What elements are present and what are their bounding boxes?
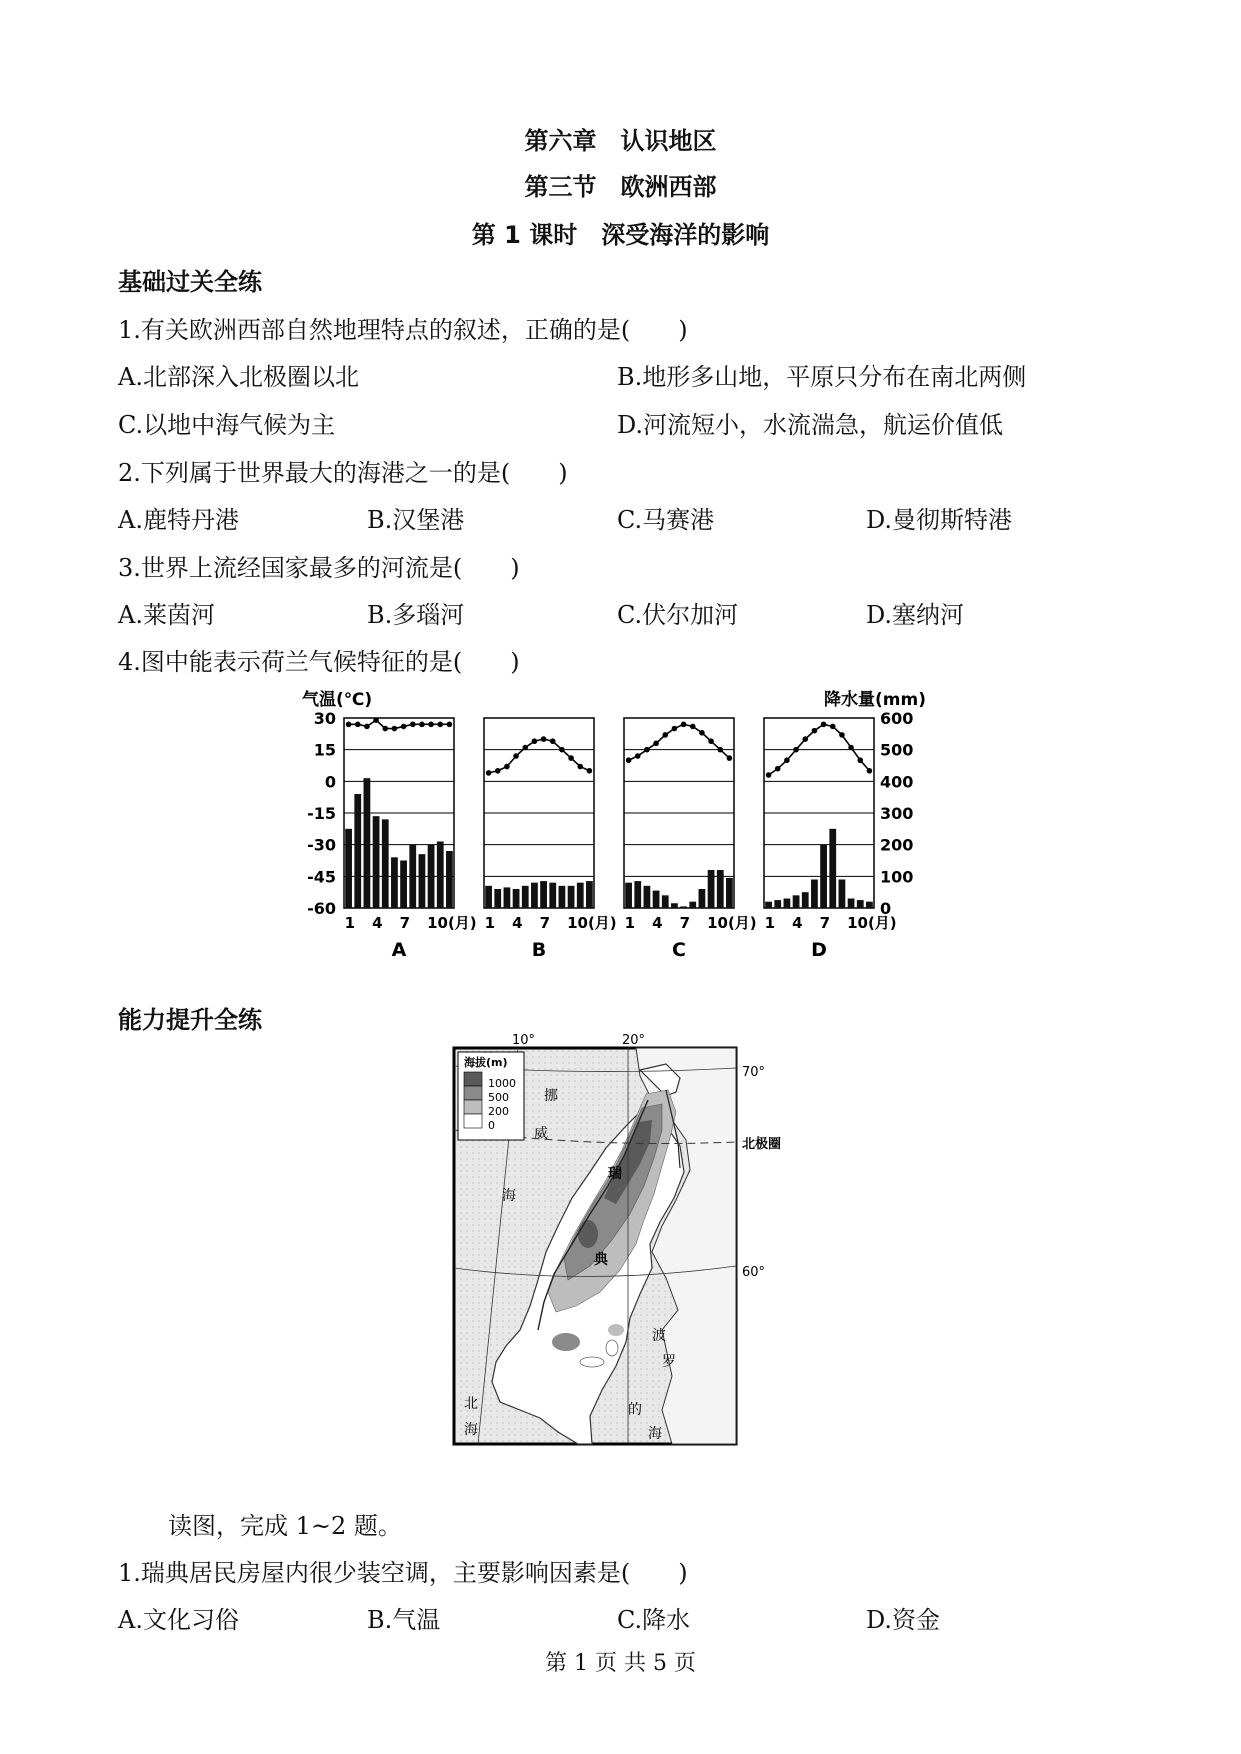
- precipitation-bar: [354, 794, 361, 908]
- precipitation-tick-label: 600: [880, 709, 914, 728]
- climate-panel-c: [624, 718, 757, 958]
- temperature-point: [364, 724, 370, 730]
- question-2-option-a[interactable]: A.鹿特丹港: [118, 506, 239, 534]
- precipitation-tick-label: 200: [880, 835, 914, 855]
- month-tick-label: 1: [764, 914, 776, 932]
- lon-label-10: 10°: [512, 1033, 536, 1048]
- lon-label-20: 20°: [622, 1033, 646, 1048]
- place-label: 威: [534, 1126, 548, 1142]
- panel-label: A: [391, 939, 407, 958]
- place-label: 波: [652, 1328, 666, 1344]
- temperature-point: [672, 726, 678, 732]
- question-1-option-a[interactable]: A.北部深入北极圈以北: [118, 363, 359, 391]
- temperature-point: [812, 728, 818, 734]
- scandinavia-map: [440, 1030, 810, 1460]
- temperature-point: [662, 732, 668, 738]
- section-title: 第三节 欧洲西部: [524, 173, 717, 201]
- precipitation-bar: [382, 819, 389, 908]
- temperature-point: [653, 741, 659, 747]
- temperature-point: [802, 736, 808, 742]
- temperature-point: [690, 724, 696, 730]
- month-tick-label: 7: [539, 914, 551, 932]
- precipitation-bar: [391, 857, 398, 908]
- precipitation-bar: [540, 881, 547, 908]
- part2-question-1-option-b[interactable]: B.气温: [367, 1606, 441, 1634]
- temperature-point: [587, 768, 593, 774]
- place-label: 典: [594, 1252, 608, 1268]
- precipitation-bar: [802, 892, 809, 908]
- precipitation-bar: [549, 883, 556, 908]
- lat-label-70: 70°: [742, 1065, 766, 1080]
- temperature-tick-label: 30: [313, 709, 336, 728]
- month-tick-label: 1: [624, 914, 636, 932]
- temperature-point: [513, 753, 519, 759]
- temperature-point: [410, 722, 416, 728]
- temperature-tick-label: -45: [307, 867, 336, 887]
- precipitation-bar: [522, 886, 529, 908]
- precipitation-bar: [857, 900, 864, 908]
- map-legend: [458, 1052, 524, 1140]
- precipitation-bar: [717, 870, 724, 908]
- temperature-point: [867, 768, 873, 774]
- place-label: 北: [464, 1396, 478, 1412]
- precipitation-bar: [820, 845, 827, 908]
- temperature-point: [848, 745, 854, 751]
- precipitation-bar: [848, 899, 855, 909]
- page-footer: 第 1 页 共 5 页: [545, 1651, 696, 1676]
- part2-heading: 能力提升全练: [118, 1006, 262, 1034]
- temperature-tick-label: -60: [307, 899, 336, 918]
- part2-question-1-option-a[interactable]: A.文化习俗: [118, 1606, 239, 1634]
- precipitation-bar: [373, 816, 380, 908]
- month-tick-label: 4: [792, 914, 803, 932]
- legend-item: 1000: [488, 1077, 516, 1090]
- temperature-axis-label: 气温(℃): [302, 690, 373, 710]
- precipitation-bar: [765, 902, 772, 908]
- map-intro: 读图，完成 1~2 题。: [168, 1512, 402, 1540]
- temperature-point: [373, 717, 379, 723]
- precipitation-bar: [364, 778, 371, 908]
- precipitation-bar: [531, 883, 538, 908]
- place-label: 海: [464, 1422, 478, 1438]
- question-1-option-c[interactable]: C.以地中海气候为主: [118, 411, 336, 439]
- precipitation-tick-label: 500: [880, 740, 914, 760]
- temperature-tick-label: -15: [307, 804, 336, 823]
- temperature-point: [447, 722, 453, 728]
- precipitation-bar: [625, 883, 632, 908]
- lake: [580, 1357, 604, 1367]
- elevation-patch: [608, 1324, 624, 1336]
- precipitation-tick-label: 100: [880, 867, 914, 887]
- precipitation-bar: [726, 878, 733, 908]
- legend-title: 海拔(m): [464, 1056, 508, 1069]
- temperature-point: [550, 738, 556, 744]
- month-tick-label: 7: [399, 914, 411, 932]
- arctic-circle-label: 北极圈: [742, 1137, 782, 1152]
- legend-item: 200: [488, 1105, 509, 1118]
- question-1-option-d[interactable]: D.河流短小，水流湍急，航运价值低: [617, 411, 1004, 439]
- temperature-point: [568, 755, 574, 761]
- precipitation-bar: [419, 854, 426, 908]
- panel-label: D: [811, 939, 827, 958]
- temperature-point: [699, 730, 705, 736]
- precipitation-bar: [568, 886, 575, 908]
- precipitation-bar: [400, 861, 407, 909]
- precipitation-tick-label: 0: [880, 899, 892, 918]
- question-3-option-c[interactable]: C.伏尔加河: [617, 601, 739, 629]
- temperature-point: [486, 770, 492, 776]
- temperature-point: [541, 736, 547, 742]
- temperature-tick-label: 15: [313, 740, 336, 760]
- place-label: 海: [502, 1188, 516, 1204]
- precipitation-bar: [634, 881, 641, 908]
- question-4-stem: 4.图中能表示荷兰气候特征的是( ): [118, 648, 520, 676]
- temperature-point: [839, 732, 845, 738]
- temperature-point: [681, 722, 687, 728]
- temperature-point: [857, 757, 863, 763]
- elevation-patch: [552, 1333, 580, 1351]
- temperature-point: [522, 745, 528, 751]
- precipitation-bar: [699, 889, 706, 908]
- precipitation-bar: [866, 902, 873, 908]
- place-label: 罗: [662, 1354, 676, 1370]
- temperature-point: [766, 772, 772, 778]
- precipitation-bar: [446, 851, 453, 908]
- precipitation-bar: [811, 880, 818, 909]
- temperature-point: [437, 722, 443, 728]
- panel-label: C: [672, 939, 686, 958]
- temperature-point: [392, 726, 398, 732]
- month-tick-label: 10(月): [427, 914, 477, 932]
- temperature-point: [644, 747, 650, 753]
- temperature-point: [717, 747, 723, 753]
- month-tick-label: 10(月): [847, 914, 897, 932]
- month-tick-label: 7: [679, 914, 691, 932]
- climate-panel-d: [764, 718, 897, 958]
- month-tick-label: 7: [819, 914, 831, 932]
- precipitation-bar: [653, 891, 660, 908]
- climate-panel-b: [484, 718, 617, 958]
- legend-item: 0: [488, 1119, 495, 1132]
- precipitation-bar: [428, 845, 435, 908]
- precipitation-bar: [409, 845, 416, 908]
- precipitation-bar: [513, 889, 520, 908]
- precipitation-bar: [829, 829, 836, 908]
- temperature-point: [382, 726, 388, 732]
- elevation-patch: [578, 1220, 598, 1248]
- temperature-point: [635, 753, 641, 759]
- precipitation-bar: [437, 842, 444, 909]
- question-1-stem: 1.有关欧洲西部自然地理特点的叙述，正确的是( ): [118, 316, 688, 344]
- temperature-point: [821, 722, 827, 728]
- question-2-stem: 2.下列属于世界最大的海港之一的是( ): [118, 459, 568, 487]
- temperature-point: [775, 766, 781, 772]
- month-tick-label: 10(月): [567, 914, 617, 932]
- precipitation-bar: [504, 887, 511, 908]
- temperature-tick-label: 0: [324, 772, 336, 792]
- place-label: 挪: [544, 1088, 558, 1104]
- month-tick-label: 1: [344, 914, 356, 932]
- temperature-point: [577, 764, 583, 770]
- lat-label-60: 60°: [742, 1265, 766, 1280]
- chapter-title: 第六章 认识地区: [524, 127, 717, 155]
- precipitation-bar: [671, 903, 678, 908]
- month-tick-label: 1: [484, 914, 496, 932]
- question-3-stem: 3.世界上流经国家最多的河流是( ): [118, 554, 520, 582]
- place-label: 瑞: [608, 1166, 622, 1182]
- precipitation-bar: [559, 886, 566, 908]
- part1-heading: 基础过关全练: [118, 268, 262, 296]
- part2-question-1-option-c[interactable]: C.降水: [617, 1606, 691, 1634]
- precipitation-tick-label: 300: [880, 804, 914, 823]
- temperature-point: [532, 738, 538, 744]
- precipitation-bar: [689, 902, 696, 908]
- question-3-option-d[interactable]: D.塞纳河: [866, 601, 965, 629]
- temperature-point: [559, 747, 565, 753]
- precipitation-bar: [577, 883, 584, 908]
- precipitation-bar: [662, 895, 669, 908]
- temperature-point: [784, 757, 790, 763]
- temperature-tick-label: -30: [307, 835, 336, 855]
- climate-charts: [300, 678, 940, 958]
- panel-label: B: [531, 939, 547, 958]
- question-2-option-c[interactable]: C.马赛港: [617, 506, 715, 534]
- lake: [606, 1340, 618, 1356]
- question-2-option-b[interactable]: B.汉堡港: [367, 506, 465, 534]
- month-tick-label: 4: [372, 914, 383, 932]
- temperature-point: [401, 724, 407, 730]
- temperature-point: [626, 757, 632, 763]
- precipitation-bar: [708, 870, 715, 908]
- temperature-point: [495, 768, 501, 774]
- precipitation-bar: [839, 880, 846, 909]
- temperature-point: [419, 722, 425, 728]
- question-3-option-b[interactable]: B.多瑙河: [367, 601, 465, 629]
- question-3-option-a[interactable]: A.莱茵河: [118, 601, 215, 629]
- place-label: 的: [628, 1402, 642, 1418]
- month-tick-label: 4: [512, 914, 523, 932]
- part2-question-1-stem: 1.瑞典居民房屋内很少装空调，主要影响因素是( ): [118, 1559, 688, 1587]
- legend-item: 500: [488, 1091, 509, 1104]
- precipitation-bar: [680, 906, 687, 908]
- question-1-option-b[interactable]: B.地形多山地，平原只分布在南北两侧: [617, 363, 1027, 391]
- precipitation-bar: [586, 881, 593, 908]
- question-2-option-d[interactable]: D.曼彻斯特港: [866, 506, 1013, 534]
- precipitation-bar: [494, 889, 501, 908]
- precipitation-bar: [784, 899, 791, 909]
- month-tick-label: 4: [652, 914, 663, 932]
- place-label: 海: [648, 1426, 662, 1442]
- month-tick-label: 10(月): [707, 914, 757, 932]
- temperature-point: [428, 722, 434, 728]
- temperature-point: [727, 755, 733, 761]
- temperature-point: [355, 722, 361, 728]
- precipitation-axis-label: 降水量(mm): [824, 690, 926, 710]
- temperature-point: [830, 724, 836, 730]
- precipitation-tick-label: 400: [880, 772, 914, 792]
- temperature-point: [504, 764, 510, 770]
- precipitation-bar: [485, 886, 492, 908]
- precipitation-bar: [793, 895, 800, 908]
- temperature-point: [346, 722, 352, 728]
- part2-question-1-option-d[interactable]: D.资金: [866, 1606, 941, 1634]
- precipitation-bar: [345, 829, 352, 908]
- precipitation-bar: [774, 900, 781, 908]
- temperature-point: [708, 738, 714, 744]
- precipitation-bar: [644, 886, 651, 908]
- lesson-title: 第 1 课时 深受海洋的影响: [471, 221, 770, 249]
- temperature-point: [793, 747, 799, 753]
- climate-panel-a: [344, 717, 477, 958]
